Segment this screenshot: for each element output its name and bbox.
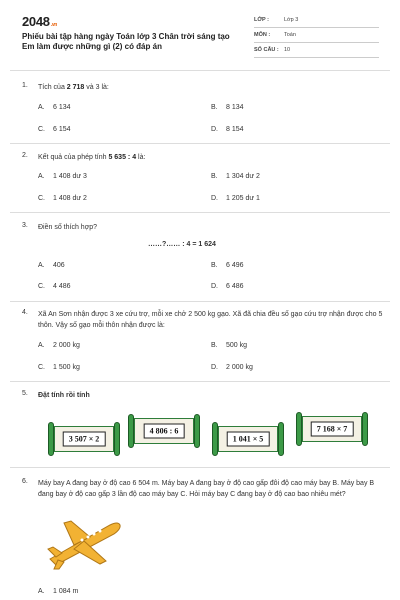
equation: ……?…… : 4 = 1 624 bbox=[148, 241, 216, 248]
meta-count-key: SỐ CÂU : bbox=[254, 47, 279, 53]
scroll-card bbox=[128, 414, 200, 448]
divider bbox=[10, 467, 390, 468]
divider bbox=[10, 143, 390, 144]
scroll-rod bbox=[362, 412, 368, 446]
meta-count-row bbox=[254, 44, 379, 58]
option-b[interactable]: B. 8 134 bbox=[211, 104, 244, 111]
option-b[interactable]: B. 6 496 bbox=[211, 262, 244, 269]
calc-expression: 1 041 × 5 bbox=[227, 432, 270, 447]
option-c[interactable]: C. 1 408 dư 2 bbox=[38, 195, 87, 202]
option-d[interactable]: D. 1 205 dư 1 bbox=[211, 195, 260, 202]
divider bbox=[10, 301, 390, 302]
option-c[interactable]: C. 4 486 bbox=[38, 283, 71, 290]
divider bbox=[10, 70, 390, 71]
option-d[interactable]: D. 8 154 bbox=[211, 126, 244, 133]
question-text: Đặt tính rồi tính bbox=[38, 392, 90, 399]
question-number: 5. bbox=[22, 390, 28, 397]
scroll-card bbox=[296, 412, 368, 446]
option-d[interactable]: D. 6 486 bbox=[211, 283, 244, 290]
site-logo[interactable] bbox=[22, 14, 57, 29]
question-number: 1. bbox=[22, 82, 28, 89]
meta-subject-row bbox=[254, 29, 379, 43]
question-text: Tích của 2 718 và 3 là: bbox=[38, 84, 109, 91]
scroll-group bbox=[0, 410, 400, 460]
option-a[interactable]: A. 406 bbox=[38, 262, 65, 269]
question-number: 3. bbox=[22, 222, 28, 229]
question-text: Máy bay A đang bay ở độ cao 6 504 m. Máy bay A đang bay ở độ cao gấp đôi độ cao máy bay B. Máy bay B đang bay ở độ cao gấp 3 lần độ cao máy bay C. Hỏi máy bay C đang bay ở độ cao bao nhiêu mét? bbox=[38, 480, 375, 498]
question-number: 6. bbox=[22, 478, 28, 485]
question-text: Điền số thích hợp? bbox=[38, 224, 98, 231]
question-number: 4. bbox=[22, 309, 28, 316]
worksheet-title: Phiếu bài tập hàng ngày Toán lớp 3 Chân trời sáng tạo Em làm được những gì (2) có đáp án bbox=[22, 32, 230, 51]
calc-expression: 4 806 : 6 bbox=[144, 424, 185, 439]
scroll-card bbox=[212, 422, 284, 456]
calc-expression: 3 507 × 2 bbox=[63, 432, 106, 447]
meta-class-key: LỚP : bbox=[254, 17, 269, 23]
question-number: 2. bbox=[22, 152, 28, 159]
option-b[interactable]: B. 1 304 dư 2 bbox=[211, 173, 260, 180]
divider bbox=[10, 381, 390, 382]
option-a[interactable]: A. 1 408 dư 3 bbox=[38, 173, 87, 180]
logo-main: 2048 bbox=[22, 14, 50, 29]
scroll-rod bbox=[114, 422, 120, 456]
option-a[interactable]: A. 2 000 kg bbox=[38, 342, 80, 349]
option-d[interactable]: D. 2 000 kg bbox=[211, 364, 253, 371]
scroll-card bbox=[48, 422, 120, 456]
page-header bbox=[0, 0, 400, 68]
meta-subject-value: Toán bbox=[284, 32, 296, 38]
meta-count-value: 10 bbox=[284, 47, 291, 53]
divider bbox=[10, 212, 390, 213]
question-text: Xã An Sơn nhận được 3 xe cứu trợ, mỗi xe chở 2 500 kg gạo. Xã đã chia đều số gạo cứu trợ nhận được cho 5 thôn. Vậy số gạo mỗi thôn nhận được là: bbox=[38, 311, 383, 329]
scroll-rod bbox=[212, 422, 218, 456]
option-c[interactable]: C. 1 500 kg bbox=[38, 364, 80, 371]
scroll-rod bbox=[48, 422, 54, 456]
scroll-rod bbox=[194, 414, 200, 448]
airplane-icon bbox=[44, 515, 124, 573]
meta-class-row bbox=[254, 14, 379, 28]
option-c[interactable]: C. 6 154 bbox=[38, 126, 71, 133]
option-a[interactable]: A. 6 134 bbox=[38, 104, 71, 111]
question-text: Kết quả của phép tính 5 635 : 4 là: bbox=[38, 154, 146, 161]
meta-subject-key: MÔN : bbox=[254, 32, 271, 38]
calc-expression: 7 168 × 7 bbox=[311, 422, 354, 437]
meta-class-value: Lớp 3 bbox=[284, 17, 299, 23]
scroll-rod bbox=[296, 412, 302, 446]
option-b[interactable]: B. 500 kg bbox=[211, 342, 248, 349]
scroll-rod bbox=[278, 422, 284, 456]
option-a[interactable]: A. 1 084 m bbox=[38, 588, 79, 595]
logo-suffix: .vn bbox=[50, 22, 58, 28]
scroll-rod bbox=[128, 414, 134, 448]
